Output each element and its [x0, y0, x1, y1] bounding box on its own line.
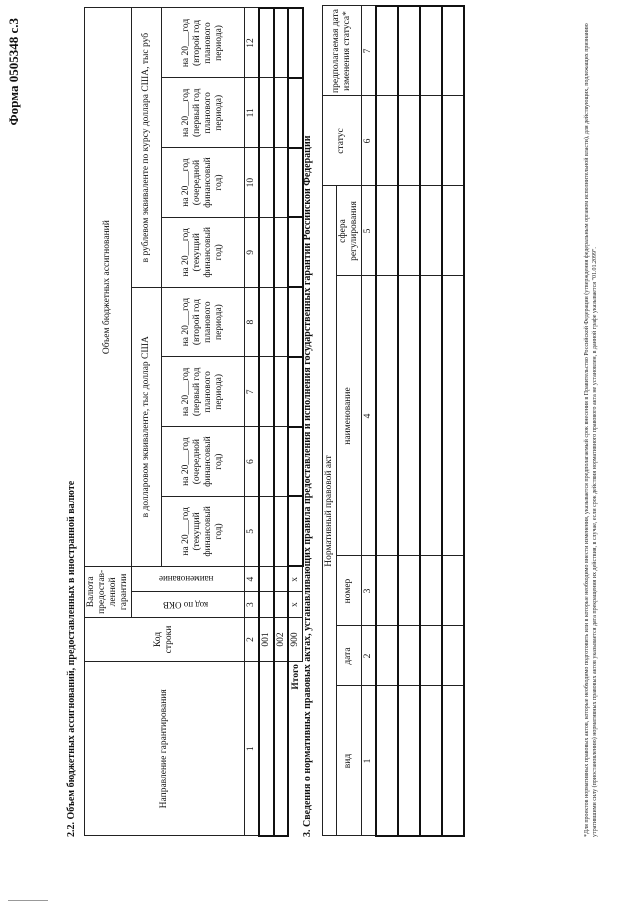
col-num: 5	[244, 497, 258, 567]
cell-input[interactable]	[398, 556, 420, 626]
cell-input[interactable]	[259, 566, 274, 592]
section-3-table	[322, 5, 465, 837]
cell-input[interactable]	[259, 287, 274, 357]
section-22-title: 2.2. Объем бюджетных ассигнований, предоставленных в иностранной валюте	[66, 480, 77, 837]
total-input[interactable]	[288, 217, 302, 287]
cell-input[interactable]	[274, 566, 289, 592]
total-input[interactable]	[288, 148, 302, 218]
table-row	[376, 6, 398, 836]
header-usd-equiv: в долларовом эквиваленте, тыс доллар США	[131, 287, 161, 566]
cell-input[interactable]	[398, 686, 420, 836]
cell-input[interactable]	[420, 6, 442, 96]
header-currency-name: наименование	[158, 574, 213, 585]
cell-input[interactable]	[398, 96, 420, 186]
col-num: 7	[244, 357, 258, 427]
cell-input[interactable]	[274, 148, 289, 218]
section-22-table	[84, 7, 304, 837]
cell-input[interactable]	[442, 276, 464, 556]
scan-artifact	[8, 900, 48, 901]
cell-input[interactable]	[398, 276, 420, 556]
cell-input[interactable]	[259, 427, 274, 497]
header-usd-y-plan1: на 20___год (первый год планового периода)	[161, 357, 244, 427]
col-num: 1	[361, 686, 375, 836]
col-num: 1	[244, 662, 258, 836]
header-name: наименование	[336, 276, 361, 556]
cell-input[interactable]	[420, 626, 442, 686]
total-input[interactable]	[288, 427, 302, 497]
total-row	[288, 8, 302, 836]
col-num: 7	[361, 6, 375, 96]
table-row	[274, 8, 289, 836]
total-name: x	[288, 566, 302, 592]
cell-input[interactable]	[398, 186, 420, 276]
cell-input[interactable]	[274, 592, 289, 618]
cell-input[interactable]	[398, 626, 420, 686]
cell-input[interactable]	[259, 148, 274, 218]
cell-input[interactable]	[274, 357, 289, 427]
cell-input[interactable]	[259, 8, 274, 78]
total-input[interactable]	[288, 497, 302, 567]
total-input[interactable]	[288, 287, 302, 357]
table-row	[398, 6, 420, 836]
header-okv-code: код по ОКВ	[163, 599, 209, 610]
col-num: 4	[244, 566, 258, 592]
cell-input[interactable]	[274, 287, 289, 357]
header-rub-equiv: в рублевом эквиваленте по курсу доллара США, тыс руб	[131, 8, 161, 287]
cell-direction-input[interactable]	[274, 662, 289, 836]
col-num: 8	[244, 287, 258, 357]
cell-input[interactable]	[442, 96, 464, 186]
header-number: номер	[336, 556, 361, 626]
cell-input[interactable]	[398, 6, 420, 96]
form-code: Форма 0505348 с.3	[6, 18, 21, 126]
cell-input[interactable]	[259, 592, 274, 618]
col-num: 6	[361, 96, 375, 186]
col-num: 5	[361, 186, 375, 276]
header-sphere: сфера регулирования	[336, 186, 361, 276]
cell-input[interactable]	[376, 96, 398, 186]
header-usd-y-next: на 20___год (очередной финансовый год)	[161, 427, 244, 497]
total-okv: x	[288, 592, 302, 618]
cell-input[interactable]	[376, 556, 398, 626]
section-3-title: 3. Сведения о нормативных правовых актах, устанавливающих правила предоставления и исполнения государственных гарантий Российской Федерации	[302, 135, 313, 837]
header-rub-y-plan1: на 20___год (первый год планового периода)	[161, 78, 244, 148]
cell-input[interactable]	[442, 186, 464, 276]
cell-input[interactable]	[420, 276, 442, 556]
table-row	[442, 6, 464, 836]
col-num: 12	[244, 8, 258, 78]
cell-input[interactable]	[274, 427, 289, 497]
cell-input[interactable]	[259, 497, 274, 567]
cell-input[interactable]	[376, 686, 398, 836]
header-kind: вид	[336, 686, 361, 836]
col-num: 3	[361, 556, 375, 626]
total-input[interactable]	[288, 357, 302, 427]
cell-input[interactable]	[274, 78, 289, 148]
cell-input[interactable]	[376, 6, 398, 96]
col-num: 9	[244, 217, 258, 287]
cell-direction-input[interactable]	[259, 662, 274, 836]
header-volume: Объем бюджетных ассигнований	[85, 8, 132, 566]
row-code: 001	[259, 617, 274, 661]
header-usd-y-plan2: на 20___год (второй год планового периода)	[161, 287, 244, 357]
cell-input[interactable]	[376, 626, 398, 686]
header-direction: Направление гарантирования	[85, 662, 245, 836]
col-num: 11	[244, 78, 258, 148]
header-rub-y-next: на 20___год (очередной финансовый год)	[161, 148, 244, 218]
cell-input[interactable]	[442, 626, 464, 686]
header-usd-y-current: на 20___год (текущий финансовый год)	[161, 497, 244, 567]
total-label: Итого	[290, 664, 301, 690]
cell-input[interactable]	[420, 96, 442, 186]
cell-input[interactable]	[420, 686, 442, 836]
header-status: статус	[323, 96, 362, 186]
header-row-code: Код строки	[85, 617, 245, 661]
cell-input[interactable]	[274, 217, 289, 287]
header-act: Нормативный правовой акт	[323, 186, 337, 836]
header-currency: Валюта предостав-ленной гарантии	[85, 566, 132, 617]
col-num: 6	[244, 427, 258, 497]
cell-input[interactable]	[442, 6, 464, 96]
total-input[interactable]	[288, 8, 302, 78]
table-row	[420, 6, 442, 836]
cell-input[interactable]	[274, 8, 289, 78]
col-num: 4	[361, 276, 375, 556]
footnote: *Для проектов нормативных правовых актов, которые необходимо подготовить или в которые необходимо внести изменения, указывается предполагаемый срок внесения в Правительство Российской Федерации (утверждения федеральным органом исполнительной власти), для действующих, подлежащих признанию утратившими силу (приостановлению) нормативных правовых актов указывается дата прекращения их действия, в случае, если срок действия нормативного правового акта не установлен, в данной графе указывается "01.01.2099".	[584, 23, 598, 837]
total-input[interactable]	[288, 78, 302, 148]
header-rub-y-plan2: на 20___год (второй год планового периода)	[161, 8, 244, 78]
header-rub-y-current: на 20___год (текущий финансовый год)	[161, 217, 244, 287]
header-expected-date: предполагаемая дата изменения статуса*	[323, 6, 362, 96]
cell-input[interactable]	[442, 556, 464, 626]
header-date: дата	[336, 626, 361, 686]
col-num: 3	[244, 592, 258, 618]
cell-input[interactable]	[259, 357, 274, 427]
col-num: 2	[361, 626, 375, 686]
col-num: 10	[244, 148, 258, 218]
cell-input[interactable]	[420, 186, 442, 276]
total-code: 900	[288, 617, 302, 661]
cell-input[interactable]	[259, 217, 274, 287]
cell-input[interactable]	[420, 556, 442, 626]
cell-input[interactable]	[274, 497, 289, 567]
col-num: 2	[244, 617, 258, 661]
cell-input[interactable]	[259, 78, 274, 148]
row-code: 002	[274, 617, 289, 661]
cell-input[interactable]	[376, 276, 398, 556]
cell-input[interactable]	[442, 686, 464, 836]
table-row	[259, 8, 274, 836]
cell-input[interactable]	[376, 186, 398, 276]
